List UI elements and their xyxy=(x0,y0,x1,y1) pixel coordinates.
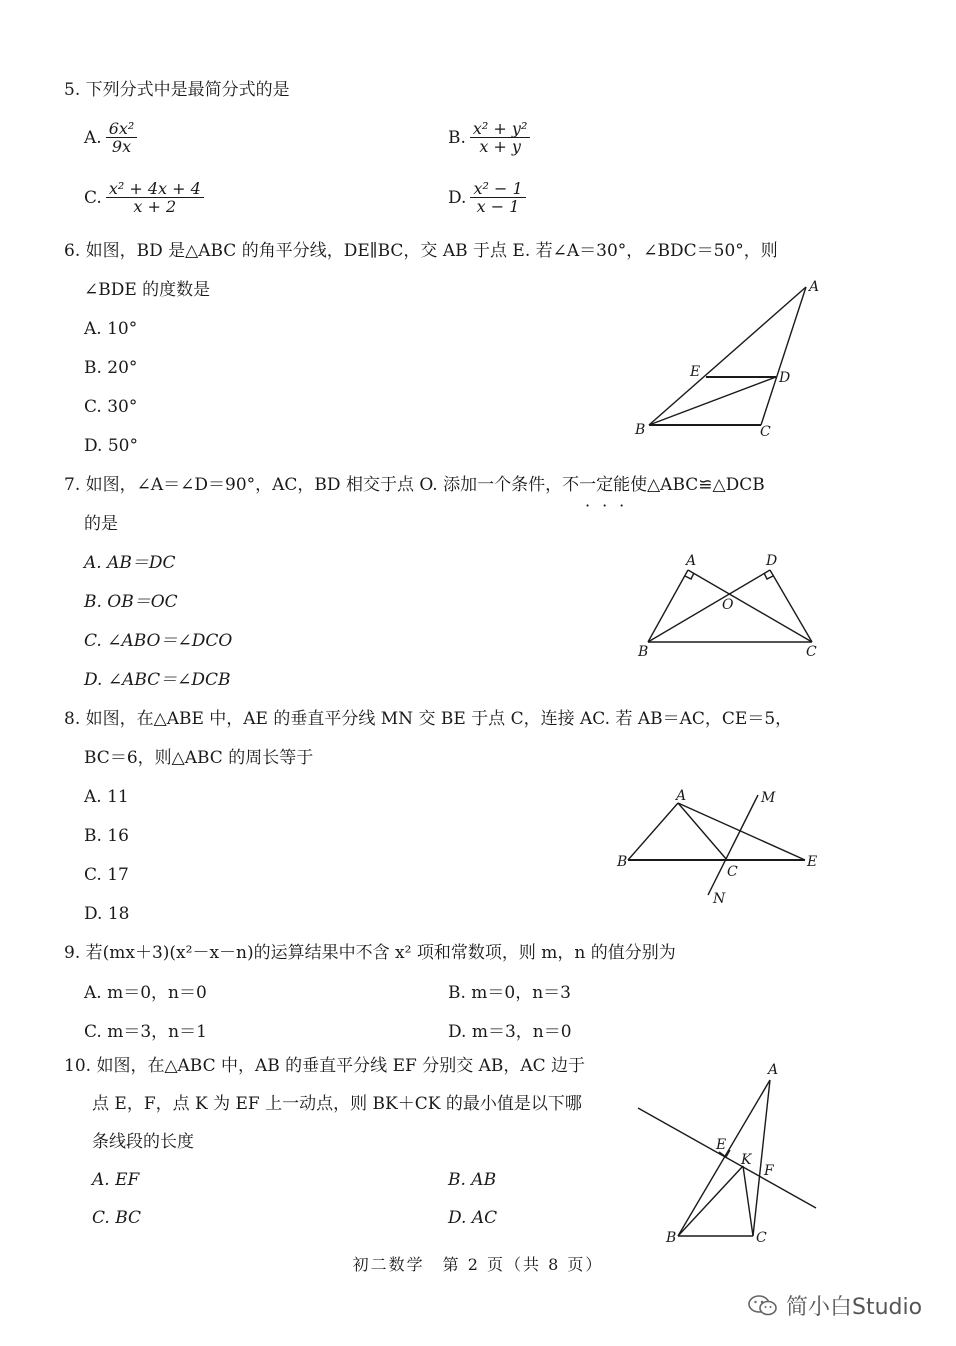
q6-option-b: B. 20° xyxy=(84,358,138,378)
q6-label-e: E xyxy=(690,364,701,380)
q7-right-angle-d xyxy=(764,573,773,579)
q7-seg-dc xyxy=(770,570,812,642)
wechat-icon xyxy=(748,1294,778,1318)
q6-option-a: A. 10° xyxy=(84,319,138,339)
q5-option-b: B. $\frac{\text{x² + y²}}{x + y}$ xyxy=(448,120,530,155)
q7-label-d: D xyxy=(766,553,778,569)
q7-seg-ba xyxy=(648,570,688,642)
q6-option-c: C. 30° xyxy=(84,397,138,417)
q6-label-b: B xyxy=(635,422,646,438)
q10-seg-kc xyxy=(743,1166,753,1236)
q10-label-e: E xyxy=(716,1137,727,1153)
q10-seg-ac xyxy=(753,1080,770,1236)
q10-option-c: C. BC xyxy=(92,1208,142,1228)
q6-stem-line2: ∠BDE 的度数是 xyxy=(84,280,211,300)
q10-label-a: A xyxy=(768,1062,779,1078)
q8-seg-ae xyxy=(678,803,805,860)
q8-label-c: C xyxy=(727,864,738,880)
q5-option-d: D. $\frac{\text{x² − 1}}{x - 1}$ xyxy=(448,180,526,215)
q8-option-d: D. 18 xyxy=(84,904,130,924)
q5-stem: 5. 下列分式中是最简分式的是 xyxy=(64,80,290,100)
q8-stem-line1: 8. 如图，在△ABE 中，AE 的垂直平分线 MN 交 BE 于点 C，连接 AC. 若 AB＝AC，CE＝5， xyxy=(64,709,793,729)
q8-label-e: E xyxy=(807,854,818,870)
q9-option-d: D. m＝3，n＝0 xyxy=(448,1022,572,1042)
q8-label-b: B xyxy=(617,854,628,870)
q6-label-a: A xyxy=(809,279,820,295)
q8-option-b: B. 16 xyxy=(84,826,129,846)
q10-option-d: D. AC xyxy=(448,1208,498,1228)
q10-stem-line3: 条线段的长度 xyxy=(92,1132,194,1152)
page-footer: 初二数学 第 2 页（共 8 页） xyxy=(352,1255,604,1274)
q8-seg-ab xyxy=(628,803,678,860)
q10-option-b: B. AB xyxy=(448,1170,497,1190)
q10-option-a: A. EF xyxy=(92,1170,140,1190)
q10-stem-line2: 点 E，F，点 K 为 EF 上一动点，则 BK＋CK 的最小值是以下哪 xyxy=(92,1094,582,1114)
q7-option-d: D. ∠ABC＝∠DCB xyxy=(84,670,231,690)
q7-label-b: B xyxy=(638,644,649,660)
q8-seg-ac xyxy=(678,803,727,860)
q9-option-b: B. m＝0，n＝3 xyxy=(448,983,572,1003)
q9-stem: 9. 若(mx＋3)(x²－x－n)的运算结果中不含 x² 项和常数项，则 m，n 的值分别为 xyxy=(64,943,676,963)
q7-label-a: A xyxy=(686,553,697,569)
q7-label-c: C xyxy=(806,644,817,660)
q10-seg-ef xyxy=(638,1108,816,1208)
q7-right-angle-a xyxy=(685,573,694,579)
q8-option-a: A. 11 xyxy=(84,787,129,807)
q10-label-b: B xyxy=(666,1230,677,1246)
q7-label-o: O xyxy=(722,597,734,613)
q6-label-c: C xyxy=(760,424,771,440)
q8-label-a: A xyxy=(676,788,687,804)
q7-seg-ac xyxy=(688,570,812,642)
q7-option-b: B. OB＝OC xyxy=(84,592,178,612)
q8-label-m: M xyxy=(761,790,776,806)
q8-option-c: C. 17 xyxy=(84,865,129,885)
q6-stem-line1: 6. 如图，BD 是△ABC 的角平分线，DE∥BC，交 AB 于点 E. 若∠A＝30°，∠BDC＝50°，则 xyxy=(64,241,778,261)
q10-seg-ab xyxy=(678,1080,770,1236)
watermark-text: 简小白Studio xyxy=(786,1295,923,1320)
q8-label-n: N xyxy=(713,891,726,907)
q7-seg-bd xyxy=(648,570,770,642)
q7-stem-line2: 的是 xyxy=(84,514,118,534)
watermark xyxy=(748,1290,922,1321)
q7-stem-line1: 7. 如图，∠A＝∠D＝90°，AC，BD 相交于点 O. 添加一个条件，不一定能使△ABC≌△DCB xyxy=(64,475,765,495)
q5-option-c: C. $\frac{\text{x² + 4x + 4}}{x + 2}$ xyxy=(84,180,204,215)
q7-option-a: A. AB＝DC xyxy=(84,553,176,573)
q10-label-k: K xyxy=(741,1152,752,1168)
q8-stem-line2: BC＝6，则△ABC 的周长等于 xyxy=(84,748,314,768)
q6-seg-ab xyxy=(649,287,806,425)
q10-label-f: F xyxy=(764,1163,774,1179)
q5-option-a: A. $\frac{\text{6x²}}{9x}$ xyxy=(84,120,137,155)
q10-seg-bk xyxy=(678,1166,743,1236)
q9-option-c: C. m＝3，n＝1 xyxy=(84,1022,207,1042)
q9-option-a: A. m＝0，n＝0 xyxy=(84,983,207,1003)
q10-label-c: C xyxy=(756,1230,767,1246)
q6-label-d: D xyxy=(779,370,791,386)
q6-option-d: D. 50° xyxy=(84,436,138,456)
q6-seg-bd xyxy=(649,377,776,425)
q8-seg-mn xyxy=(708,795,758,895)
q7-emphasis-dots: ··· xyxy=(585,496,637,515)
q10-right-angle-e xyxy=(719,1150,730,1157)
q6-seg-ac xyxy=(761,287,806,425)
q10-stem-line1: 10. 如图，在△ABC 中，AB 的垂直平分线 EF 分别交 AB，AC 边于 xyxy=(64,1056,586,1076)
q7-option-c: C. ∠ABO＝∠DCO xyxy=(84,631,233,651)
